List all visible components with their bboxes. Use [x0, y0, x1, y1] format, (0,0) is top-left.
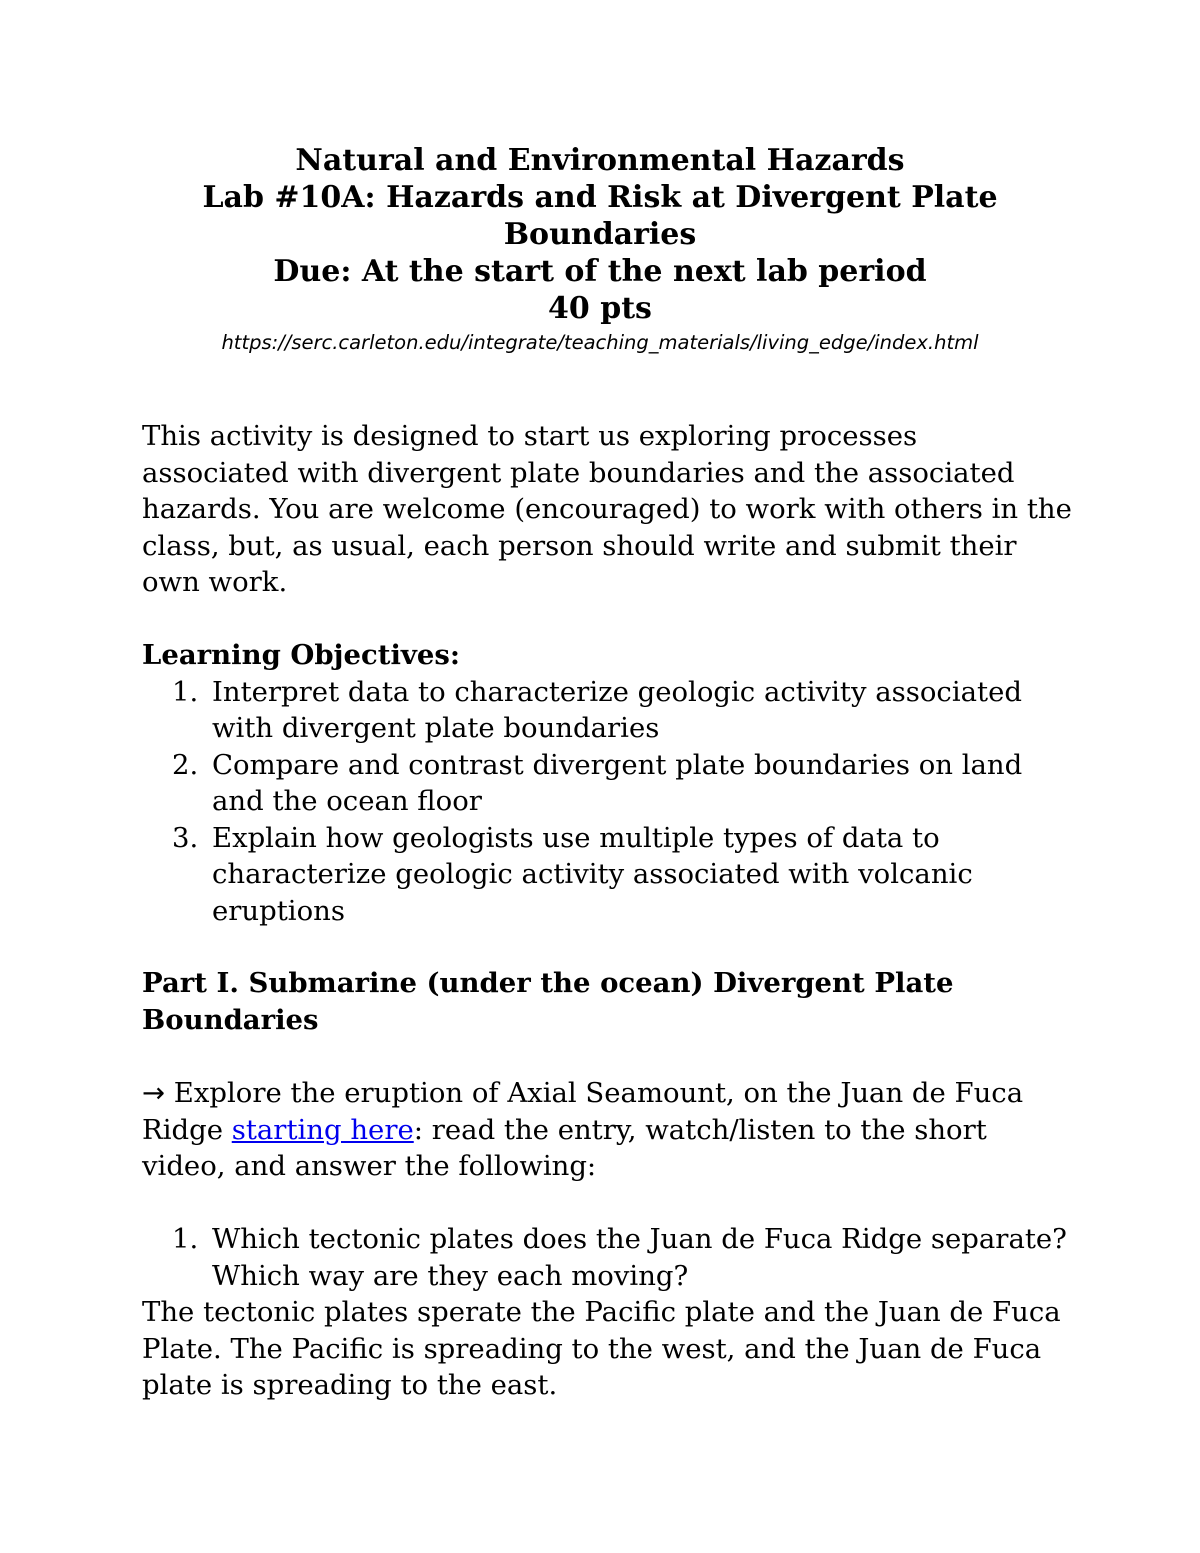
- list-number: 1.: [172, 1223, 199, 1255]
- document-header: [140, 142, 1060, 356]
- list-item: [142, 747, 1072, 820]
- intro-section: [142, 418, 1072, 601]
- list-item-text: Interpret data to characterize geologic activity associated with divergent plate boundaries: [212, 675, 1022, 744]
- question-text: Which tectonic plates does the Juan de Fuca Ridge separate? Which way are they each moving?: [212, 1223, 1067, 1292]
- list-item: [142, 674, 1072, 747]
- list-item-text: Compare and contrast divergent plate boundaries on land and the ocean floor: [212, 748, 1023, 817]
- explore-text-after: : read the entry, watch/listen to the short video, and answer the following:: [142, 1113, 987, 1182]
- explore-paragraph: [142, 1075, 1072, 1185]
- lab-title: Lab #10A: Hazards and Risk at Divergent Plate Boundaries: [202, 180, 998, 252]
- list-number: 1.: [172, 675, 199, 708]
- starting-here-link[interactable]: starting here: [231, 1113, 414, 1146]
- points: 40 pts: [548, 291, 652, 326]
- part1-heading: Part I. Submarine (under the ocean) Divergent Plate Boundaries: [142, 967, 954, 1036]
- list-number: 3.: [172, 821, 199, 854]
- objectives-section: [142, 637, 1072, 929]
- questions-section: [142, 1221, 1072, 1404]
- questions-list: [142, 1221, 1072, 1294]
- objectives-list: [142, 674, 1072, 930]
- objectives-heading: Learning Objectives:: [142, 639, 461, 671]
- explore-section: [142, 1075, 1072, 1185]
- arrow-right-icon: →: [142, 1077, 166, 1109]
- explore-text-before: Explore the eruption of Axial Seamount, on the Juan de Fuca Ridge: [142, 1077, 1024, 1146]
- list-number: 2.: [172, 748, 199, 781]
- answer-paragraph: The tectonic plates sperate the Pacific plate and the Juan de Fuca Plate. The Pacific is spreading to the west, and the Juan de Fuca plate is spreading to the east.: [142, 1296, 1061, 1401]
- source-url: https://serc.carleton.edu/integrate/teaching_materials/living_edge/index.html: [221, 331, 979, 354]
- list-item: [142, 1221, 1072, 1294]
- course-title: Natural and Environmental Hazards: [295, 143, 905, 178]
- intro-paragraph: This activity is designed to start us exploring processes associated with divergent plate boundaries and the associated hazards. You are welcome (encouraged) to work with others in the class, but, as usual, each person should write and submit their own work.: [142, 420, 1072, 598]
- list-item: [142, 820, 1072, 930]
- due-date: Due: At the start of the next lab period: [273, 254, 927, 289]
- list-item-text: Explain how geologists use multiple types of data to characterize geologic activity associated with volcanic eruptions: [212, 821, 973, 927]
- part1-heading-section: [142, 965, 1072, 1038]
